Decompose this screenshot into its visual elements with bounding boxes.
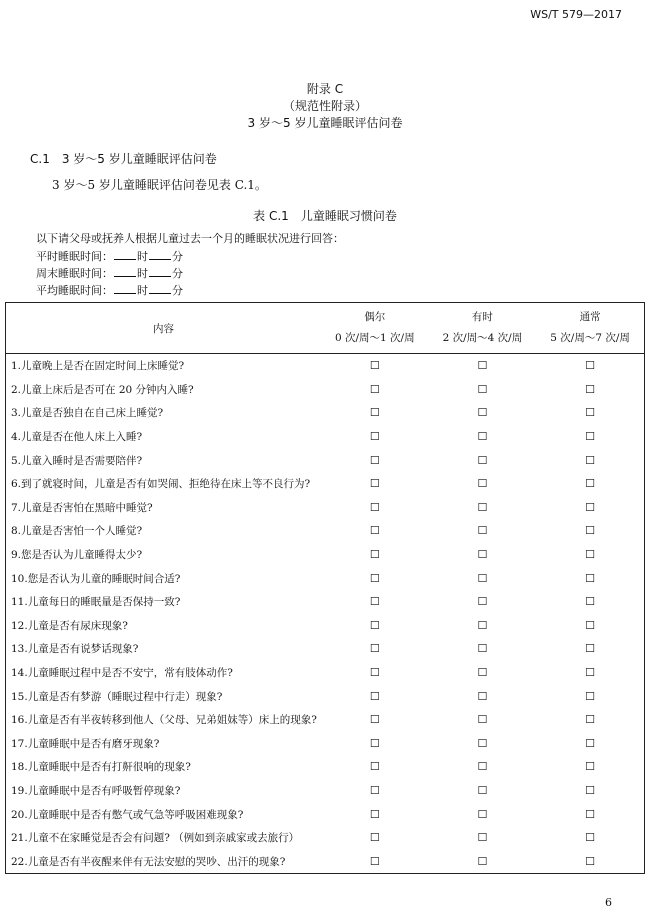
frequency-checkbox[interactable]: ☐ [477,760,488,774]
table-caption-title: 儿童睡眠习惯问卷 [300,209,397,223]
frequency-checkbox[interactable]: ☐ [585,666,596,680]
frequency-checkbox[interactable]: ☐ [369,359,380,373]
table-row [6,849,645,873]
minute-unit: 分 [172,267,183,280]
frequency-checkbox[interactable]: ☐ [477,854,488,868]
frequency-label: 偶尔 [364,311,386,323]
frequency-column-header [321,303,429,354]
annex-title: 附录 C [306,82,344,96]
question-text: 13.儿童是否有说梦话现象? [11,643,139,656]
frequency-checkbox[interactable]: ☐ [477,642,488,656]
section-title: 3 岁～5 岁儿童睡眠评估问卷 [61,152,217,166]
question-text: 11.儿童每日的睡眠量是否保持一致? [11,596,181,609]
table-row [6,802,645,826]
table-row [6,590,645,614]
frequency-checkbox[interactable]: ☐ [585,736,596,750]
frequency-checkbox[interactable]: ☐ [477,477,488,491]
frequency-label: 有时 [471,311,493,323]
question-text: 7.儿童是否害怕在黑暗中睡觉? [11,501,153,514]
frequency-checkbox[interactable]: ☐ [585,571,596,585]
frequency-checkbox[interactable]: ☐ [477,713,488,727]
frequency-checkbox[interactable]: ☐ [369,477,380,491]
table-row [6,708,645,732]
question-text: 10.您是否认为儿童的睡眠时间合适? [11,572,181,585]
frequency-checkbox[interactable]: ☐ [477,453,488,467]
minute-blank[interactable] [149,267,171,277]
frequency-checkbox[interactable]: ☐ [369,453,380,467]
table-row [6,401,645,425]
frequency-checkbox[interactable]: ☐ [369,571,380,585]
hour-blank[interactable] [114,250,136,260]
frequency-checkbox[interactable]: ☐ [369,642,380,656]
frequency-checkbox[interactable]: ☐ [585,382,596,396]
frequency-checkbox[interactable]: ☐ [585,359,596,373]
table-header-row [6,303,645,354]
table-row [6,614,645,638]
frequency-checkbox[interactable]: ☐ [369,595,380,609]
frequency-checkbox[interactable]: ☐ [585,477,596,491]
section-number: C.1 [30,152,50,166]
sleep-time-label: 周末睡眠时间： [36,267,113,280]
frequency-checkbox[interactable]: ☐ [369,500,380,514]
frequency-range: 0 次/周～1 次/周 [334,332,415,344]
question-text: 5.儿童入睡时是否需要陪伴? [11,454,143,467]
instructions-text: 以下请父母或抚养人根据儿童过去一个月的睡眠状况进行回答： [36,232,344,245]
standard-code: WS/T 579—2017 [530,8,622,21]
table-row [6,637,645,661]
annex-type: （规范性附录） [282,99,367,113]
frequency-checkbox[interactable]: ☐ [369,382,380,396]
frequency-checkbox[interactable]: ☐ [369,689,380,703]
frequency-checkbox[interactable]: ☐ [369,548,380,562]
table-row [6,425,645,449]
frequency-checkbox[interactable]: ☐ [477,783,488,797]
question-text: 16.儿童是否有半夜转移到他人（父母、兄弟姐妹等）床上的现象? [11,714,317,727]
table-row [6,566,645,590]
frequency-checkbox[interactable]: ☐ [369,713,380,727]
frequency-checkbox[interactable]: ☐ [477,689,488,703]
frequency-checkbox[interactable]: ☐ [477,571,488,585]
sleep-time-line [36,267,183,281]
table-row [6,519,645,543]
frequency-checkbox[interactable]: ☐ [369,524,380,538]
sleep-time-label: 平时睡眠时间： [36,250,113,263]
frequency-checkbox[interactable]: ☐ [585,760,596,774]
minute-unit: 分 [172,284,183,297]
question-text: 19.儿童睡眠中是否有呼吸暂停现象? [11,784,181,797]
content-column-header: 内容 [6,303,322,354]
frequency-checkbox[interactable]: ☐ [369,618,380,632]
table-row [6,354,645,378]
frequency-checkbox[interactable]: ☐ [585,713,596,727]
frequency-checkbox[interactable]: ☐ [477,359,488,373]
table-row [6,661,645,685]
question-text: 14.儿童睡眠过程中是否不安宁，常有肢体动作? [11,667,233,680]
frequency-checkbox[interactable]: ☐ [477,500,488,514]
question-text: 18.儿童睡眠中是否有打鼾很响的现象? [11,761,191,774]
hour-unit: 时 [137,250,148,263]
frequency-checkbox[interactable]: ☐ [369,807,380,821]
frequency-checkbox[interactable]: ☐ [585,642,596,656]
section-text: 3 岁～5 岁儿童睡眠评估问卷见表 C.1。 [52,178,267,192]
minute-blank[interactable] [149,250,171,260]
question-text: 20.儿童睡眠中是否有憋气或气急等呼吸困难现象? [11,808,244,821]
frequency-checkbox[interactable]: ☐ [585,831,596,845]
question-text: 17.儿童睡眠中是否有磨牙现象? [11,737,160,750]
frequency-checkbox[interactable]: ☐ [369,783,380,797]
table-row [6,779,645,803]
frequency-checkbox[interactable]: ☐ [585,548,596,562]
table-caption-number: 表 C.1 [253,209,289,223]
question-text: 2.儿童上床后是否可在 20 分钟内入睡? [11,383,194,396]
frequency-checkbox[interactable]: ☐ [585,783,596,797]
frequency-checkbox[interactable]: ☐ [369,831,380,845]
table-row [6,472,645,496]
hour-blank[interactable] [114,267,136,277]
frequency-checkbox[interactable]: ☐ [477,430,488,444]
table-row [6,732,645,756]
frequency-checkbox[interactable]: ☐ [585,500,596,514]
frequency-checkbox[interactable]: ☐ [477,831,488,845]
minute-unit: 分 [172,250,183,263]
table-row [6,826,645,850]
frequency-checkbox[interactable]: ☐ [369,760,380,774]
frequency-checkbox[interactable]: ☐ [477,548,488,562]
sleep-habits-table [5,302,645,874]
minute-blank[interactable] [149,284,171,294]
section-heading [30,150,217,167]
frequency-checkbox[interactable]: ☐ [477,382,488,396]
question-text: 22.儿童是否有半夜醒来伴有无法安慰的哭吵、出汗的现象? [11,855,286,868]
table-row [6,543,645,567]
table-caption [0,207,650,224]
frequency-checkbox[interactable]: ☐ [585,524,596,538]
frequency-checkbox[interactable]: ☐ [585,430,596,444]
frequency-range: 2 次/周～4 次/周 [442,332,523,344]
frequency-checkbox[interactable]: ☐ [585,689,596,703]
frequency-checkbox[interactable]: ☐ [477,618,488,632]
sleep-time-line [36,250,183,264]
question-text: 9.您是否认为儿童睡得太少? [11,549,143,562]
frequency-checkbox[interactable]: ☐ [369,406,380,420]
frequency-checkbox[interactable]: ☐ [477,666,488,680]
frequency-checkbox[interactable]: ☐ [585,854,596,868]
frequency-checkbox[interactable]: ☐ [585,453,596,467]
frequency-checkbox[interactable]: ☐ [369,736,380,750]
frequency-checkbox[interactable]: ☐ [585,406,596,420]
hour-unit: 时 [137,284,148,297]
frequency-checkbox[interactable]: ☐ [477,736,488,750]
question-text: 6.到了就寝时间，儿童是否有如哭闹、拒绝待在床上等不良行为? [11,478,311,491]
table-row [6,755,645,779]
hour-unit: 时 [137,267,148,280]
question-text: 3.儿童是否独自在自己床上睡觉? [11,407,164,420]
question-text: 12.儿童是否有尿床现象? [11,619,128,632]
frequency-column-header [536,303,644,354]
frequency-range: 5 次/周～7 次/周 [550,332,630,344]
frequency-checkbox[interactable]: ☐ [477,406,488,420]
page-number: 6 [605,896,612,909]
question-text: 8.儿童是否害怕一个人睡觉? [11,525,143,538]
frequency-checkbox[interactable]: ☐ [477,807,488,821]
question-text: 21.儿童不在家睡觉是否会有问题? （例如到亲戚家或去旅行） [11,832,300,845]
table-row [6,448,645,472]
frequency-checkbox[interactable]: ☐ [369,666,380,680]
sleep-time-label: 平均睡眠时间： [36,284,113,297]
frequency-checkbox[interactable]: ☐ [369,854,380,868]
question-text: 4.儿童是否在他人床上入睡? [11,431,143,444]
frequency-checkbox[interactable]: ☐ [585,618,596,632]
table-row [6,496,645,520]
table-row [6,684,645,708]
frequency-checkbox[interactable]: ☐ [585,595,596,609]
table-row [6,378,645,402]
frequency-column-header [429,303,537,354]
frequency-checkbox[interactable]: ☐ [369,430,380,444]
annex-name: 3 岁～5 岁儿童睡眠评估问卷 [247,116,403,130]
frequency-checkbox[interactable]: ☐ [585,807,596,821]
frequency-checkbox[interactable]: ☐ [477,595,488,609]
frequency-label: 通常 [579,311,601,323]
question-text: 1.儿童晚上是否在固定时间上床睡觉? [11,360,185,373]
question-text: 15.儿童是否有梦游（睡眠过程中行走）现象? [11,690,223,703]
sleep-time-line [36,284,183,298]
hour-blank[interactable] [114,284,136,294]
frequency-checkbox[interactable]: ☐ [477,524,488,538]
